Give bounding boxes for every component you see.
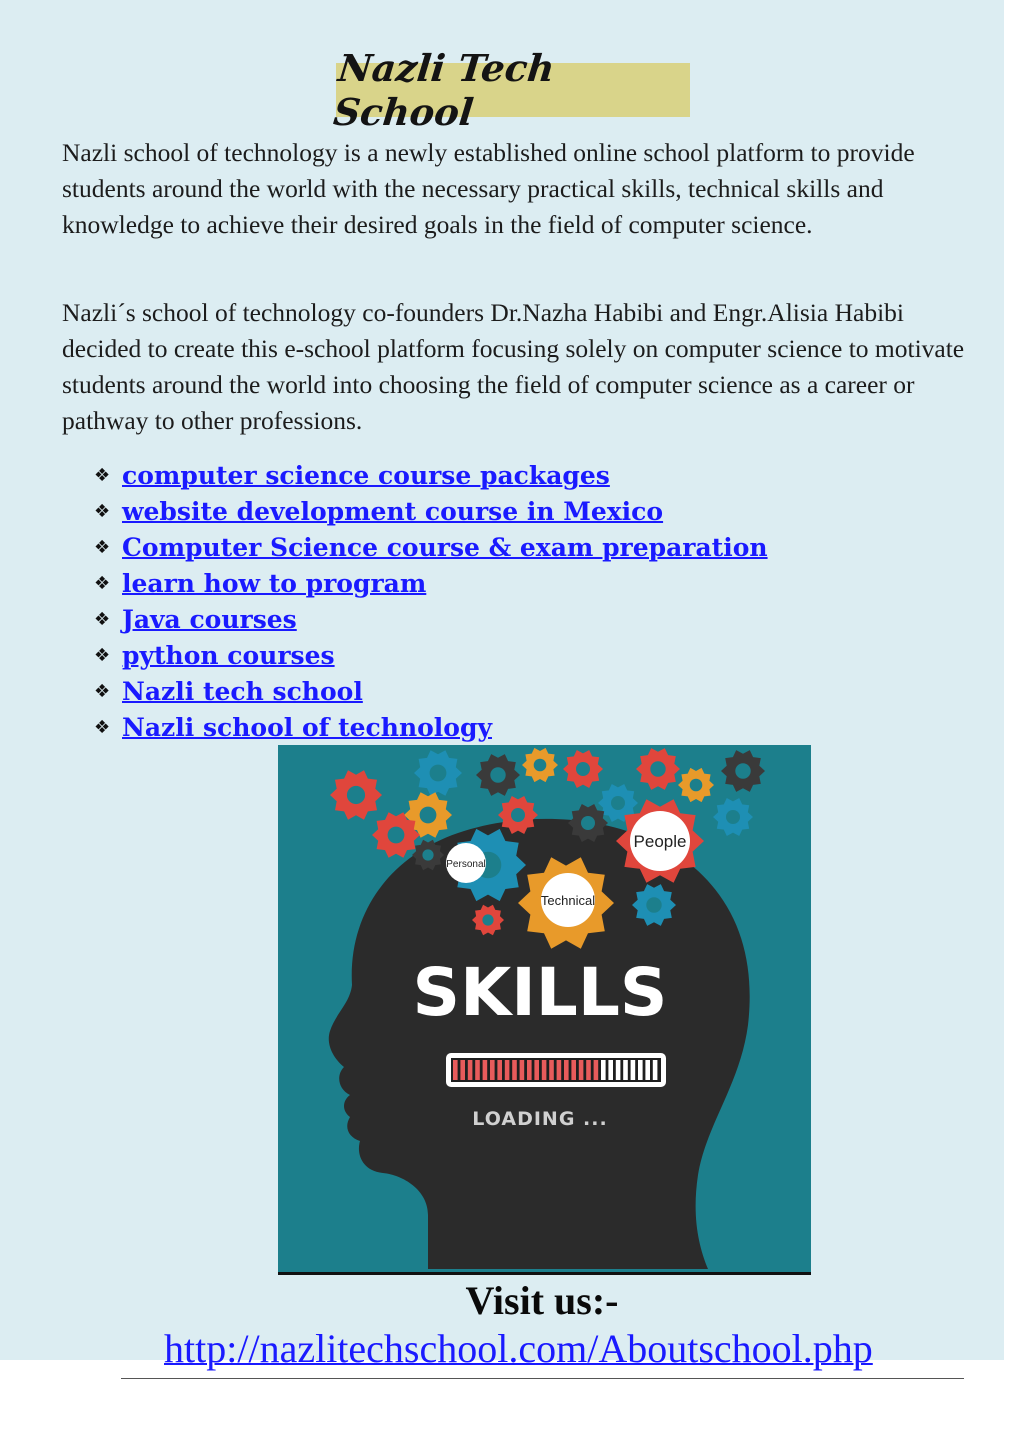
gear-hub bbox=[581, 816, 595, 830]
diamond-bullet-icon: ❖ bbox=[94, 537, 111, 558]
progress-tick bbox=[453, 1060, 458, 1080]
progress-tick bbox=[483, 1060, 488, 1080]
diamond-bullet-icon: ❖ bbox=[94, 465, 111, 486]
progress-tick bbox=[527, 1060, 532, 1080]
gear-hub bbox=[576, 762, 590, 776]
progress-tick bbox=[579, 1060, 584, 1080]
gear-hub bbox=[735, 763, 750, 778]
progress-tick bbox=[534, 1060, 539, 1080]
progress-tick bbox=[631, 1060, 636, 1080]
link-computer-science-course-packages[interactable]: computer science course packages bbox=[122, 461, 610, 490]
link-website-development-course[interactable]: website development course in Mexico bbox=[122, 497, 664, 526]
list-item bbox=[94, 494, 768, 530]
progress-tick bbox=[653, 1060, 658, 1080]
list-item bbox=[94, 602, 768, 638]
divider bbox=[121, 1378, 964, 1379]
link-nazli-tech-school[interactable]: Nazli tech school bbox=[122, 677, 363, 706]
panel-edge bbox=[1004, 0, 1024, 1360]
progress-tick bbox=[616, 1060, 621, 1080]
progress-tick bbox=[549, 1060, 554, 1080]
diamond-bullet-icon: ❖ bbox=[94, 609, 111, 630]
gear-hub bbox=[646, 897, 661, 912]
diamond-bullet-icon: ❖ bbox=[94, 501, 111, 522]
progress-tick bbox=[557, 1060, 562, 1080]
diamond-bullet-icon: ❖ bbox=[94, 645, 111, 666]
gear-hub bbox=[422, 849, 433, 860]
gear-hub bbox=[388, 827, 405, 844]
progress-tick bbox=[564, 1060, 569, 1080]
gear-hub bbox=[690, 779, 703, 792]
gear-label-technical: Technical bbox=[540, 893, 596, 908]
visit-label: Visit us:- bbox=[465, 1278, 619, 1323]
progress-tick bbox=[468, 1060, 473, 1080]
gear-label-people: People bbox=[633, 832, 687, 851]
gear-hub bbox=[650, 761, 665, 776]
skills-illustration bbox=[278, 745, 811, 1275]
intro-paragraph: Nazli school of technology is a newly established online school platform to provide students around the world with the necessary practical skills, technical skills and knowledge to achieve their desired goals in the field of computer science. bbox=[62, 138, 915, 239]
list-item bbox=[94, 566, 768, 602]
progress-tick bbox=[475, 1060, 480, 1080]
link-learn-how-to-program[interactable]: learn how to program bbox=[122, 569, 427, 598]
gear-hub bbox=[511, 808, 525, 822]
gear-hub bbox=[482, 914, 493, 925]
skills-headline: SKILLS bbox=[412, 954, 668, 1031]
progress-tick bbox=[601, 1060, 606, 1080]
gear-label-personal: Personal bbox=[446, 859, 486, 870]
list-item bbox=[94, 530, 768, 566]
progress-tick bbox=[497, 1060, 502, 1080]
progress-tick bbox=[460, 1060, 465, 1080]
list-item bbox=[94, 458, 768, 494]
list-item bbox=[94, 674, 768, 710]
progress-tick bbox=[645, 1060, 650, 1080]
gear-hub bbox=[420, 807, 437, 824]
progress-tick bbox=[638, 1060, 643, 1080]
gear-hub bbox=[534, 759, 547, 772]
founders-paragraph: Nazli´s school of technology co-founders Dr.Nazha Habibi and Engr.Alisia Habibi decided to create this e-school platform focusing solely on computer science to motivate students around the world into choosing the field of computer science as a career or pathway to other professions. bbox=[62, 298, 965, 435]
progress-tick bbox=[542, 1060, 547, 1080]
loading-text: LOADING ... bbox=[472, 1108, 608, 1130]
diamond-bullet-icon: ❖ bbox=[94, 681, 111, 702]
progress-tick bbox=[571, 1060, 576, 1080]
link-cs-course-exam-preparation[interactable]: Computer Science course & exam preparation bbox=[122, 533, 768, 562]
progress-tick bbox=[520, 1060, 525, 1080]
course-link-list bbox=[94, 458, 768, 746]
gear-hub bbox=[611, 796, 625, 810]
list-item bbox=[94, 638, 768, 674]
gear-hub bbox=[726, 810, 740, 824]
progress-tick bbox=[490, 1060, 495, 1080]
gear-hub bbox=[347, 786, 365, 804]
progress-tick bbox=[623, 1060, 628, 1080]
diamond-bullet-icon: ❖ bbox=[94, 573, 111, 594]
gear-hub bbox=[430, 765, 447, 782]
gear-hub bbox=[490, 767, 505, 782]
logo-text: Nazli Tech School bbox=[331, 46, 557, 134]
link-python-courses[interactable]: python courses bbox=[122, 641, 335, 670]
progress-tick bbox=[512, 1060, 517, 1080]
diamond-bullet-icon: ❖ bbox=[94, 717, 111, 738]
website-link[interactable]: http://nazlitechschool.com/Aboutschool.php bbox=[164, 1326, 873, 1371]
list-item bbox=[94, 710, 768, 746]
progress-tick bbox=[594, 1060, 599, 1080]
link-nazli-school-of-technology[interactable]: Nazli school of technology bbox=[122, 713, 492, 742]
progress-tick bbox=[505, 1060, 510, 1080]
link-java-courses[interactable]: Java courses bbox=[122, 605, 297, 634]
logo bbox=[331, 46, 690, 134]
progress-tick bbox=[608, 1060, 613, 1080]
progress-tick bbox=[586, 1060, 591, 1080]
